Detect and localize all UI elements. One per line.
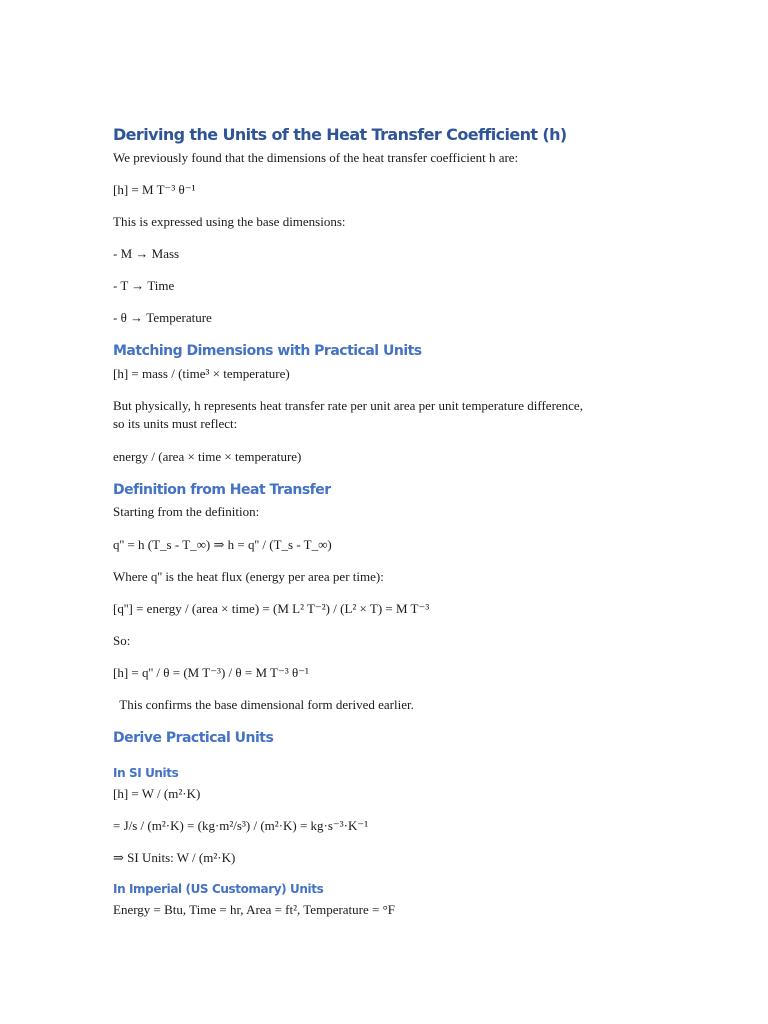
si-equation-2: = J/s / (m²·K) = (kg·m²/s³) / (m²·K) = kg·s⁻³·K⁻¹ (113, 818, 369, 833)
list-item-time: - T → Time (113, 278, 175, 293)
so-paragraph: So: (113, 633, 131, 648)
list-item-mass: - M → Mass (113, 246, 180, 261)
section-heading-matching: Matching Dimensions with Practical Units (113, 343, 422, 359)
dimension-equation: [h] = M T⁻³ θ⁻¹ (113, 182, 196, 197)
definition-paragraph: Starting from the definition: (113, 504, 260, 519)
heat-flux-paragraph: Where q'' is the heat flux (energy per area per time): (113, 569, 384, 584)
matching-equation: [h] = mass / (time³ × temperature) (113, 366, 290, 381)
h-result-equation: [h] = q'' / θ = (M T⁻³) / θ = M T⁻³ θ⁻¹ (113, 665, 309, 680)
intro-paragraph: We previously found that the dimensions of the heat transfer coefficient h are: (113, 150, 519, 165)
energy-equation: energy / (area × time × temperature) (113, 449, 302, 464)
imperial-equation-1: Energy = Btu, Time = hr, Area = ft², Temperature = °F (113, 902, 396, 917)
confirmation-paragraph: This confirms the base dimensional form derived earlier. (113, 697, 414, 712)
base-dimensions-paragraph: This is expressed using the base dimensions: (113, 214, 346, 229)
matching-paragraph-line-2: so its units must reflect: (113, 416, 238, 431)
section-heading-definition: Definition from Heat Transfer (113, 482, 331, 498)
si-equation-1: [h] = W / (m²·K) (113, 786, 201, 801)
definition-equation: q'' = h (T_s - T_∞) ⇒ h = q'' / (T_s - T_∞) (113, 537, 332, 552)
matching-paragraph-line-1: But physically, h represents heat transfer rate per unit area per unit temperature difference, (113, 398, 583, 413)
si-units-result: ⇒ SI Units: W / (m²·K) (113, 850, 236, 865)
subheading-imperial: In Imperial (US Customary) Units (113, 882, 324, 896)
page-title: Deriving the Units of the Heat Transfer Coefficient (h) (113, 125, 567, 144)
list-item-temperature: - θ → Temperature (113, 310, 212, 325)
heat-flux-equation: [q''] = energy / (area × time) = (M L² T⁻²) / (L² × T) = M T⁻³ (113, 601, 430, 616)
section-heading-practical: Derive Practical Units (113, 730, 274, 746)
subheading-si: In SI Units (113, 766, 179, 780)
